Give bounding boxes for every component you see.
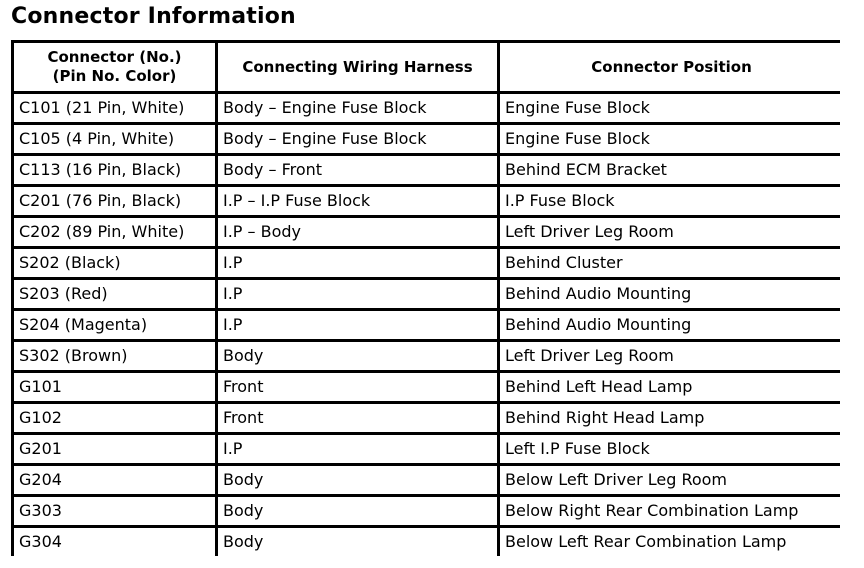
connector-position-cell: Below Left Driver Leg Room xyxy=(500,466,843,494)
connector-cell: G204 xyxy=(14,466,215,494)
table-row xyxy=(14,218,843,246)
connector-cell: G101 xyxy=(14,373,215,401)
connector-position-cell: Left Driver Leg Room xyxy=(500,218,843,246)
connector-cell: C101 (21 Pin, White) xyxy=(14,94,215,122)
table-row xyxy=(14,249,843,277)
table-row xyxy=(14,404,843,432)
connector-cell: G201 xyxy=(14,435,215,463)
connector-cell: C201 (76 Pin, Black) xyxy=(14,187,215,215)
header-wiring-harness: Connecting Wiring Harness xyxy=(218,43,497,91)
connector-position-cell: Left I.P Fuse Block xyxy=(500,435,843,463)
connector-cell: S204 (Magenta) xyxy=(14,311,215,339)
connector-position-cell: Behind Audio Mounting xyxy=(500,280,843,308)
wiring-harness-cell: Body xyxy=(218,342,497,370)
wiring-harness-cell: I.P – I.P Fuse Block xyxy=(218,187,497,215)
table-header-row xyxy=(14,43,843,91)
connector-position-cell: Behind ECM Bracket xyxy=(500,156,843,184)
wiring-harness-cell: Body xyxy=(218,497,497,525)
connector-position-cell: Behind Left Head Lamp xyxy=(500,373,843,401)
table-row xyxy=(14,497,843,525)
header-connector-line-2: (Pin No. Color) xyxy=(52,67,177,85)
connector-table xyxy=(11,40,846,559)
connector-position-cell: Engine Fuse Block xyxy=(500,125,843,153)
connector-position-cell: Engine Fuse Block xyxy=(500,94,843,122)
header-connector-line-1: Connector (No.) xyxy=(47,48,182,66)
table-row xyxy=(14,342,843,370)
connector-position-cell: Behind Audio Mounting xyxy=(500,311,843,339)
connector-cell: C113 (16 Pin, Black) xyxy=(14,156,215,184)
table-row xyxy=(14,94,843,122)
table-row xyxy=(14,373,843,401)
wiring-harness-cell: I.P xyxy=(218,280,497,308)
wiring-harness-cell: Front xyxy=(218,404,497,432)
wiring-harness-cell: Front xyxy=(218,373,497,401)
connector-position-cell: I.P Fuse Block xyxy=(500,187,843,215)
connector-table-frame xyxy=(11,40,840,556)
table-body xyxy=(14,94,843,556)
wiring-harness-cell: I.P xyxy=(218,249,497,277)
wiring-harness-cell: I.P xyxy=(218,311,497,339)
wiring-harness-cell: Body – Front xyxy=(218,156,497,184)
wiring-harness-cell: I.P xyxy=(218,435,497,463)
table-row xyxy=(14,280,843,308)
connector-position-cell: Left Driver Leg Room xyxy=(500,342,843,370)
connector-cell: S302 (Brown) xyxy=(14,342,215,370)
connector-position-cell: Below Left Rear Combination Lamp xyxy=(500,528,843,556)
connector-cell: C202 (89 Pin, White) xyxy=(14,218,215,246)
table-row xyxy=(14,435,843,463)
header-connector xyxy=(14,43,215,91)
table-row xyxy=(14,311,843,339)
table-row xyxy=(14,187,843,215)
wiring-harness-cell: Body xyxy=(218,466,497,494)
table-row xyxy=(14,156,843,184)
connector-cell: G304 xyxy=(14,528,215,556)
table-row xyxy=(14,528,843,556)
header-connector-position: Connector Position xyxy=(500,43,843,91)
wiring-harness-cell: Body – Engine Fuse Block xyxy=(218,94,497,122)
connector-cell: S202 (Black) xyxy=(14,249,215,277)
connector-position-cell: Behind Right Head Lamp xyxy=(500,404,843,432)
wiring-harness-cell: Body – Engine Fuse Block xyxy=(218,125,497,153)
connector-cell: G303 xyxy=(14,497,215,525)
connector-position-cell: Behind Cluster xyxy=(500,249,843,277)
connector-cell: G102 xyxy=(14,404,215,432)
wiring-harness-cell: I.P – Body xyxy=(218,218,497,246)
connector-cell: C105 (4 Pin, White) xyxy=(14,125,215,153)
connector-position-cell: Below Right Rear Combination Lamp xyxy=(500,497,843,525)
table-row xyxy=(14,466,843,494)
page-title: Connector Information xyxy=(11,4,296,29)
connector-cell: S203 (Red) xyxy=(14,280,215,308)
wiring-harness-cell: Body xyxy=(218,528,497,556)
table-row xyxy=(14,125,843,153)
